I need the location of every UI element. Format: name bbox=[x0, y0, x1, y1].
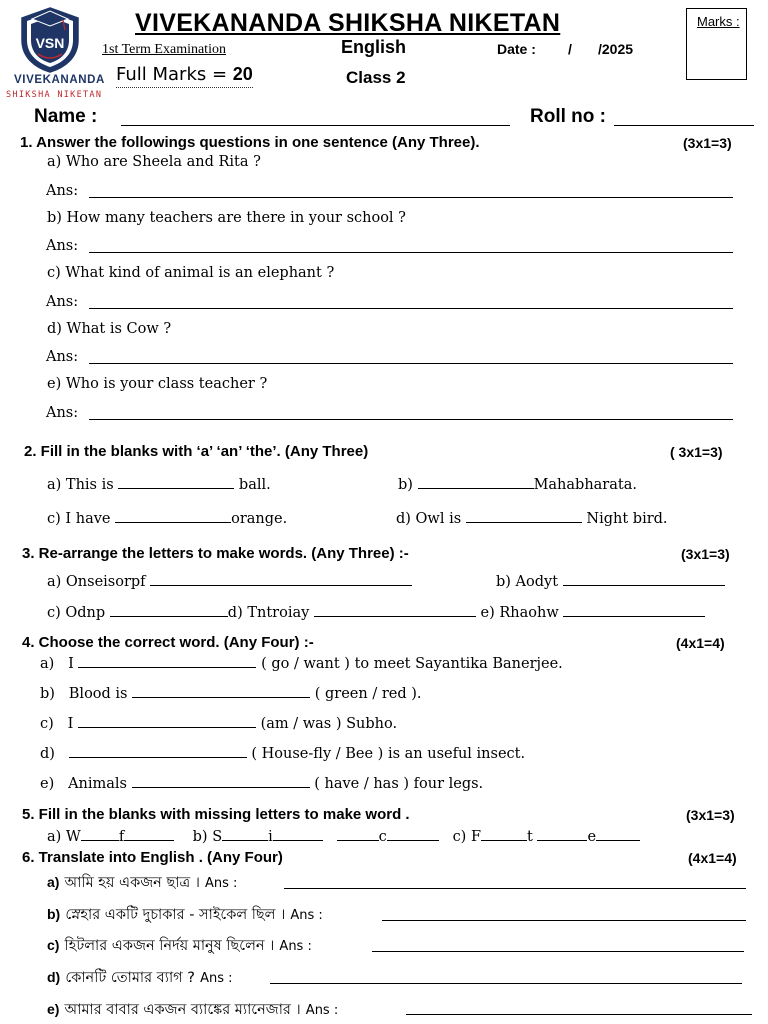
q6-item-c bbox=[47, 935, 312, 959]
q6-answer-line-d[interactable] bbox=[270, 983, 742, 984]
q1-heading: 1. Answer the followings questions in one sentence (Any Three). bbox=[20, 134, 480, 151]
q6-b-label: b) bbox=[47, 906, 61, 922]
q6-ans-label: Ans : bbox=[279, 939, 312, 954]
q2-c-text: c) I have bbox=[47, 511, 111, 527]
name-field[interactable] bbox=[121, 125, 510, 126]
q6-c-label: c) bbox=[47, 937, 60, 953]
q5-a-letter1: W bbox=[65, 829, 81, 845]
marks-box-label: Marks : bbox=[697, 14, 740, 29]
q3-d-text: d) Tntroiay bbox=[227, 605, 310, 621]
q2-d-text: d) Owl is bbox=[396, 511, 462, 527]
q6-item-a bbox=[47, 872, 237, 896]
q1-answer-line-e[interactable] bbox=[89, 419, 733, 420]
q5-heading: 5. Fill in the blanks with missing letters to make word . bbox=[22, 806, 410, 823]
date-label: Date : bbox=[497, 41, 536, 57]
q4-e-options: ( have / has ) four legs. bbox=[314, 776, 484, 792]
q1-ans-label: Ans: bbox=[46, 183, 79, 199]
q6-answer-line-a[interactable] bbox=[284, 888, 746, 889]
q2-marks: ( 3x1=3) bbox=[670, 444, 723, 460]
q4-c-blank[interactable] bbox=[78, 726, 256, 728]
full-marks bbox=[116, 64, 253, 88]
q5-c-blank1[interactable] bbox=[481, 839, 527, 841]
q6-item-b bbox=[47, 904, 323, 928]
q3-c-blank[interactable] bbox=[110, 615, 228, 617]
date-separator: / bbox=[568, 41, 572, 57]
q2-b-text-end: Mahabharata. bbox=[533, 477, 637, 493]
logo-monogram: VSN bbox=[35, 35, 65, 51]
q1-question-b: b) How many teachers are there in your school ? bbox=[47, 210, 406, 226]
q2-item-c bbox=[47, 511, 287, 527]
q4-heading: 4. Choose the correct word. (Any Four) :- bbox=[22, 634, 314, 651]
q1-question-d: d) What is Cow ? bbox=[47, 321, 172, 337]
q3-a-blank[interactable] bbox=[150, 584, 412, 586]
q6-ans-label: Ans : bbox=[200, 971, 233, 986]
q4-e-blank[interactable] bbox=[132, 786, 310, 788]
date-year: /2025 bbox=[598, 41, 634, 57]
q5-c-label: c) bbox=[452, 829, 467, 845]
q5-c-letter3: e bbox=[587, 829, 597, 845]
q4-e-label: e) bbox=[40, 776, 55, 792]
class-label: Class 2 bbox=[346, 68, 406, 87]
q6-d-bengali: কোনটি তোমার ব্যাগ ? bbox=[65, 970, 195, 986]
q5-b-blank4[interactable] bbox=[387, 839, 439, 841]
q6-ans-label: Ans : bbox=[290, 908, 323, 923]
q2-item-a bbox=[47, 477, 271, 493]
q5-b-letter3: c bbox=[378, 829, 387, 845]
q5-b-blank3[interactable] bbox=[337, 839, 379, 841]
q5-c-blank3[interactable] bbox=[596, 839, 640, 841]
q3-item-a bbox=[47, 574, 412, 590]
q4-c-text: I bbox=[67, 716, 74, 732]
q6-marks: (4x1=4) bbox=[688, 850, 737, 866]
q4-a-label: a) bbox=[40, 656, 55, 672]
q5-c-letter1: F bbox=[470, 829, 482, 845]
q2-item-b bbox=[398, 477, 637, 493]
q5-a-blank1[interactable] bbox=[81, 839, 119, 841]
full-marks-value: 20 bbox=[232, 64, 253, 84]
q5-a-letter2: f bbox=[118, 829, 125, 845]
q5-marks: (3x1=3) bbox=[686, 807, 735, 823]
q5-b-blank2[interactable] bbox=[273, 839, 323, 841]
q3-a-text: a) Onseisorpf bbox=[47, 574, 146, 590]
q5-b-blank1[interactable] bbox=[222, 839, 268, 841]
q6-b-bengali: স্নেহার একটি দুচাকার - সাইকেল ছিল । bbox=[65, 907, 286, 923]
roll-field[interactable] bbox=[614, 125, 754, 126]
full-marks-label: Full Marks = bbox=[116, 64, 233, 85]
q6-a-bengali: আমি হয় একজন ছাত্র । bbox=[64, 875, 200, 891]
q4-a-blank[interactable] bbox=[78, 666, 256, 668]
q6-e-bengali: আমার বাবার একজন ব্যাঙ্কের ম্যানেজার । bbox=[64, 1002, 301, 1018]
q1-ans-label: Ans: bbox=[46, 238, 79, 254]
q1-ans-label: Ans: bbox=[46, 405, 79, 421]
q6-a-label: a) bbox=[47, 874, 60, 890]
q6-item-e bbox=[47, 999, 338, 1023]
q5-a-blank2[interactable] bbox=[124, 839, 174, 841]
q3-marks: (3x1=3) bbox=[681, 546, 730, 562]
q2-d-text-end: Night bird. bbox=[586, 511, 668, 527]
q1-question-c: c) What kind of animal is an elephant ? bbox=[47, 265, 335, 281]
q2-d-blank[interactable] bbox=[466, 521, 582, 523]
q1-answer-line-b[interactable] bbox=[89, 252, 733, 253]
q1-question-e: e) Who is your class teacher ? bbox=[47, 376, 268, 392]
q4-item-c bbox=[40, 716, 397, 732]
school-name-title: VIVEKANANDA SHIKSHA NIKETAN bbox=[135, 9, 561, 37]
roll-label: Roll no : bbox=[530, 106, 606, 127]
q3-item-c bbox=[47, 605, 705, 621]
q1-ans-label: Ans: bbox=[46, 294, 79, 310]
q5-items bbox=[47, 829, 640, 845]
q2-a-blank[interactable] bbox=[118, 487, 234, 489]
q4-item-b bbox=[40, 686, 422, 702]
marks-box[interactable] bbox=[686, 8, 747, 80]
q5-b-letter1: S bbox=[212, 829, 223, 845]
exam-name: 1st Term Examination bbox=[102, 42, 226, 57]
logo-text-line1: VIVEKANANDA bbox=[14, 74, 105, 86]
q4-marks: (4x1=4) bbox=[676, 635, 725, 651]
q2-a-text-end: ball. bbox=[238, 477, 271, 493]
logo-text-line2: SHIKSHA NIKETAN bbox=[6, 90, 103, 100]
q4-d-blank[interactable] bbox=[69, 756, 247, 758]
q4-a-text: I bbox=[68, 656, 74, 672]
q6-ans-label: Ans : bbox=[204, 876, 238, 891]
name-label: Name : bbox=[34, 106, 98, 127]
subject-label: English bbox=[341, 37, 407, 57]
q2-heading: 2. Fill in the blanks with ‘a’ ‘an’ ‘the’. (Any Three) bbox=[24, 443, 369, 460]
q3-e-text: e) Rhaohw bbox=[480, 605, 559, 621]
q4-a-options: ( go / want ) to meet Sayantika Banerjee. bbox=[261, 656, 563, 672]
q2-c-text-end: orange. bbox=[231, 511, 288, 527]
q1-answer-line-a[interactable] bbox=[89, 197, 733, 198]
q2-b-label: b) bbox=[398, 477, 413, 493]
q5-c-blank2[interactable] bbox=[537, 839, 587, 841]
q6-e-label: e) bbox=[47, 1001, 60, 1017]
q4-item-a bbox=[40, 656, 563, 672]
q6-answer-line-b[interactable] bbox=[382, 920, 746, 921]
q1-answer-line-d[interactable] bbox=[89, 363, 733, 364]
q2-c-blank[interactable] bbox=[115, 521, 231, 523]
q5-b-label: b) bbox=[192, 829, 208, 845]
q6-item-d bbox=[47, 967, 232, 991]
school-logo bbox=[18, 6, 82, 74]
q2-b-blank[interactable] bbox=[418, 487, 534, 489]
q3-d-blank[interactable] bbox=[314, 615, 476, 617]
q6-c-bengali: হিটলার একজন নির্দয় মানুষ ছিলেন । bbox=[64, 938, 275, 954]
q4-item-d bbox=[40, 746, 525, 762]
q3-e-blank[interactable] bbox=[563, 615, 705, 617]
q1-question-a: a) Who are Sheela and Rita ? bbox=[47, 154, 261, 170]
q6-d-label: d) bbox=[47, 969, 61, 985]
q4-b-label: b) bbox=[40, 686, 55, 702]
q6-answer-line-e[interactable] bbox=[406, 1014, 752, 1015]
q4-d-options: ( House-fly / Bee ) is an useful insect. bbox=[251, 746, 526, 762]
q1-answer-line-c[interactable] bbox=[89, 308, 733, 309]
q4-b-blank[interactable] bbox=[132, 696, 310, 698]
q1-ans-label: Ans: bbox=[46, 349, 79, 365]
q5-c-letter2: t bbox=[527, 829, 533, 845]
q2-a-text: a) This is bbox=[47, 477, 114, 493]
q3-heading: 3. Re-arrange the letters to make words. (Any Three) :- bbox=[22, 545, 409, 562]
q4-b-text: Blood is bbox=[68, 686, 128, 702]
q6-heading: 6. Translate into English . (Any Four) bbox=[22, 849, 283, 866]
q3-item-b bbox=[496, 574, 725, 590]
q3-c-text: c) Odnp bbox=[47, 605, 106, 621]
q5-a-label: a) bbox=[47, 829, 62, 845]
q3-b-text: b) Aodyt bbox=[496, 574, 559, 590]
q4-c-label: c) bbox=[40, 716, 54, 732]
q4-c-options: (am / was ) Subho. bbox=[260, 716, 398, 732]
q4-item-e bbox=[40, 776, 483, 792]
q4-b-options: ( green / red ). bbox=[314, 686, 422, 702]
q3-b-blank[interactable] bbox=[563, 584, 725, 586]
q6-answer-line-c[interactable] bbox=[372, 951, 744, 952]
q6-ans-label: Ans : bbox=[305, 1003, 339, 1018]
q4-e-text: Animals bbox=[68, 776, 127, 792]
q2-item-d bbox=[396, 511, 668, 527]
q4-d-label: d) bbox=[40, 746, 55, 762]
q1-marks: (3x1=3) bbox=[683, 135, 732, 151]
q5-b-letter2: i bbox=[268, 829, 273, 845]
